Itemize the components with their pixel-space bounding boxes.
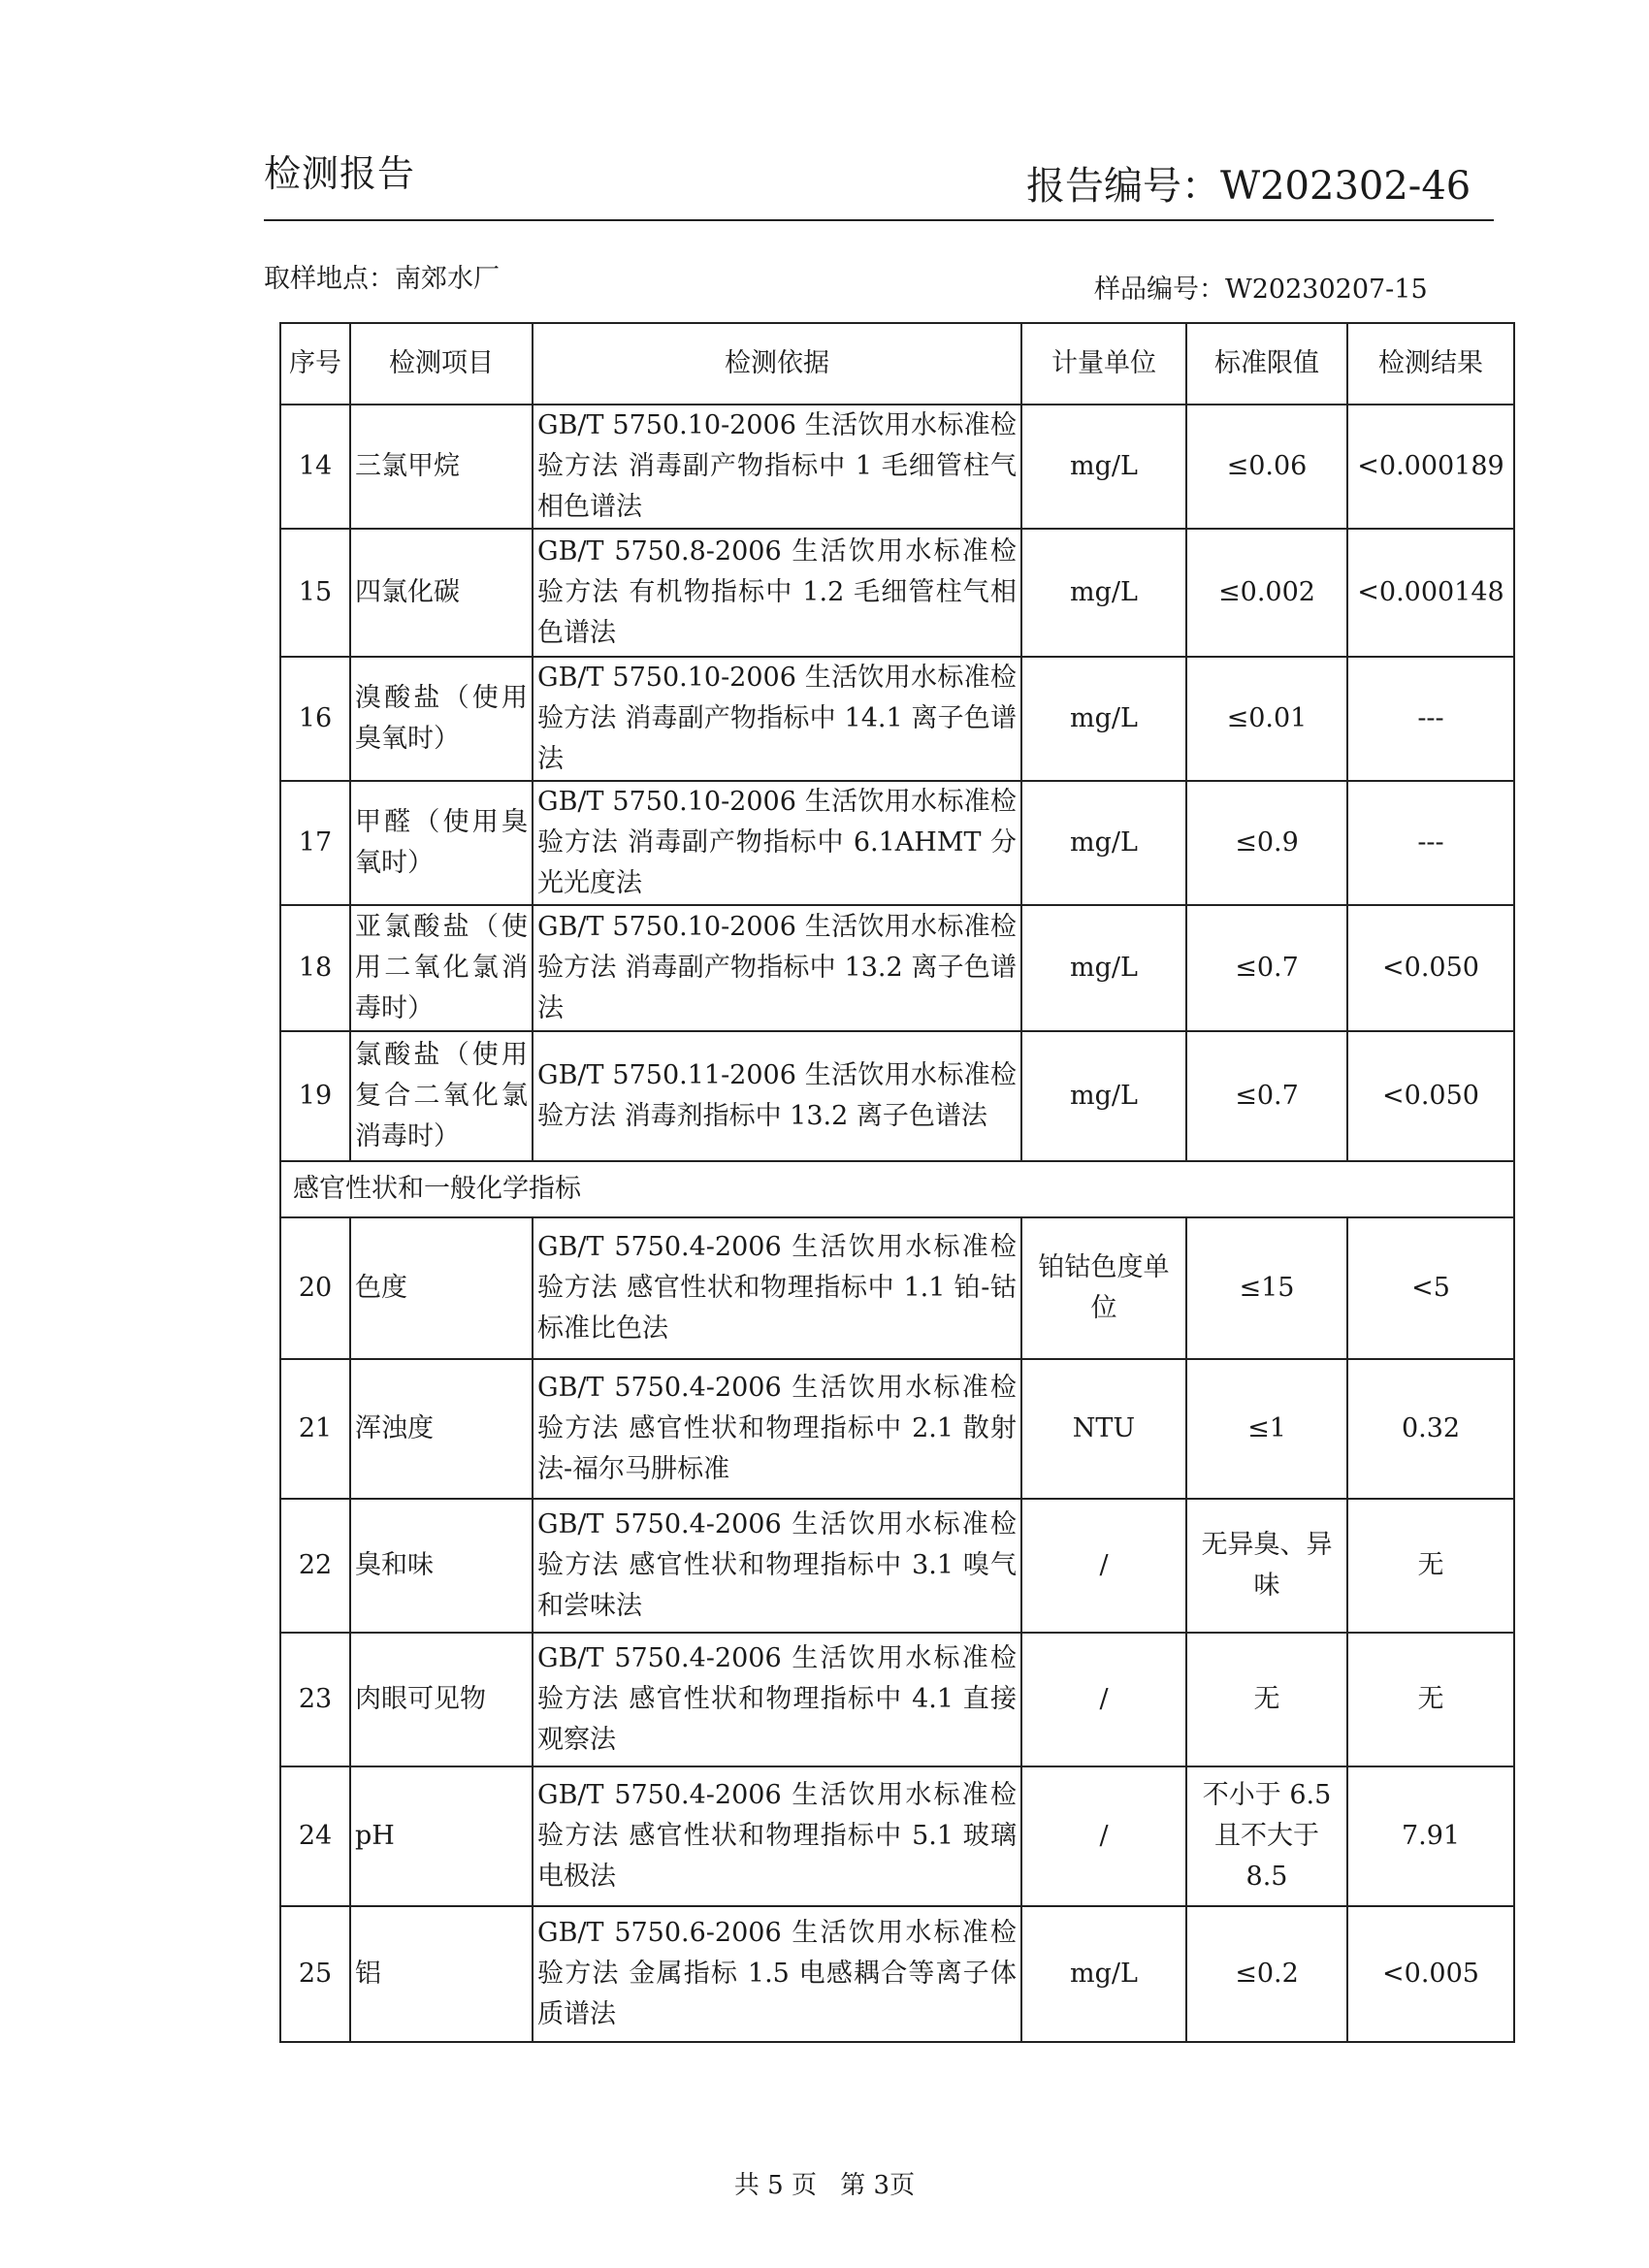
cell-unit: / [1021,1766,1186,1906]
cell-no: 20 [280,1217,350,1359]
table-row [280,1633,1514,1766]
report-title: 检测报告 [264,152,416,195]
cell-method: GB/T 5750.11-2006 生活饮用水标准检验方法 消毒剂指标中 13.2 离子色谱法 [533,1031,1021,1161]
cell-result: 0.32 [1347,1359,1514,1499]
header-divider [264,219,1494,221]
cell-method: GB/T 5750.4-2006 生活饮用水标准检验方法 感官性状和物理指标中 2.1 散射法-福尔马肼标准 [533,1359,1021,1499]
cell-result: <0.005 [1347,1906,1514,2042]
cell-no: 16 [280,657,350,781]
cell-unit: 铂钴色度单位 [1021,1217,1186,1359]
table-header-row [280,323,1514,405]
cell-unit: mg/L [1021,529,1186,657]
cell-no: 18 [280,905,350,1031]
cell-no: 14 [280,405,350,529]
column-header-unit: 计量单位 [1021,323,1186,405]
cell-limit: ≤0.7 [1186,1031,1347,1161]
cell-limit: 无异臭、异味 [1186,1499,1347,1633]
cell-no: 22 [280,1499,350,1633]
cell-no: 17 [280,781,350,905]
cell-item: 臭和味 [350,1499,533,1633]
cell-method: GB/T 5750.8-2006 生活饮用水标准检验方法 有机物指标中 1.2 毛细管柱气相色谱法 [533,529,1021,657]
cell-unit: mg/L [1021,405,1186,529]
total-pages: 共 5 页 [733,2171,817,2200]
table-row [280,1766,1514,1906]
table-row [280,1906,1514,2042]
table-row [280,905,1514,1031]
cell-method: GB/T 5750.4-2006 生活饮用水标准检验方法 感官性状和物理指标中 4.1 直接观察法 [533,1633,1021,1766]
cell-unit: mg/L [1021,1906,1186,2042]
column-header-limit: 标准限值 [1186,323,1347,405]
cell-result: --- [1347,781,1514,905]
cell-no: 21 [280,1359,350,1499]
cell-method: GB/T 5750.10-2006 生活饮用水标准检验方法 消毒副产物指标中 1 毛细管柱气相色谱法 [533,405,1021,529]
report-number: 报告编号：W202302-46 [1026,164,1471,209]
cell-item: 色度 [350,1217,533,1359]
cell-item: pH [350,1766,533,1906]
section-row [280,1161,1514,1217]
cell-result: 7.91 [1347,1766,1514,1906]
cell-no: 24 [280,1766,350,1906]
cell-result: --- [1347,657,1514,781]
cell-result: <5 [1347,1217,1514,1359]
cell-unit: mg/L [1021,781,1186,905]
cell-no: 19 [280,1031,350,1161]
cell-limit: 不小于 6.5 且不大于 8.5 [1186,1766,1347,1906]
cell-unit: mg/L [1021,905,1186,1031]
cell-no: 15 [280,529,350,657]
cell-unit: / [1021,1499,1186,1633]
cell-result: <0.050 [1347,905,1514,1031]
cell-unit: NTU [1021,1359,1186,1499]
table-row [280,405,1514,529]
cell-result: 无 [1347,1499,1514,1633]
column-header-result: 检测结果 [1347,323,1514,405]
cell-limit: ≤0.01 [1186,657,1347,781]
table-row [280,1499,1514,1633]
results-table [279,322,1515,2043]
cell-limit: ≤0.9 [1186,781,1347,905]
cell-item: 浑浊度 [350,1359,533,1499]
column-header-item: 检测项目 [350,323,533,405]
cell-item: 甲醛（使用臭氧时） [350,781,533,905]
section-label: 感官性状和一般化学指标 [280,1161,1514,1217]
cell-limit: ≤0.2 [1186,1906,1347,2042]
cell-result: 无 [1347,1633,1514,1766]
cell-item: 四氯化碳 [350,529,533,657]
column-header-method: 检测依据 [533,323,1021,405]
cell-method: GB/T 5750.10-2006 生活饮用水标准检验方法 消毒副产物指标中 6.1AHMT 分光光度法 [533,781,1021,905]
cell-unit: / [1021,1633,1186,1766]
sample-number: 样品编号：W20230207-15 [1094,275,1428,305]
column-header-no: 序号 [280,323,350,405]
table-row [280,781,1514,905]
table-row [280,1217,1514,1359]
table-row [280,1031,1514,1161]
cell-unit: mg/L [1021,1031,1186,1161]
cell-no: 25 [280,1906,350,2042]
cell-item: 铝 [350,1906,533,2042]
cell-method: GB/T 5750.4-2006 生活饮用水标准检验方法 感官性状和物理指标中 3.1 嗅气和尝味法 [533,1499,1021,1633]
current-page: 第 3页 [840,2171,916,2200]
cell-method: GB/T 5750.10-2006 生活饮用水标准检验方法 消毒副产物指标中 14.1 离子色谱法 [533,657,1021,781]
cell-limit: ≤0.7 [1186,905,1347,1031]
cell-limit: ≤15 [1186,1217,1347,1359]
cell-limit: ≤0.06 [1186,405,1347,529]
cell-limit: ≤1 [1186,1359,1347,1499]
cell-item: 溴酸盐（使用臭氧时） [350,657,533,781]
cell-item: 肉眼可见物 [350,1633,533,1766]
cell-method: GB/T 5750.4-2006 生活饮用水标准检验方法 感官性状和物理指标中 5.1 玻璃电极法 [533,1766,1021,1906]
cell-item: 亚氯酸盐（使用二氧化氯消毒时） [350,905,533,1031]
table-row [280,657,1514,781]
table-row [280,1359,1514,1499]
cell-result: <0.050 [1347,1031,1514,1161]
cell-no: 23 [280,1633,350,1766]
cell-limit: 无 [1186,1633,1347,1766]
cell-limit: ≤0.002 [1186,529,1347,657]
cell-item: 氯酸盐（使用复合二氧化氯消毒时） [350,1031,533,1161]
table-row [280,529,1514,657]
cell-method: GB/T 5750.6-2006 生活饮用水标准检验方法 金属指标 1.5 电感耦合等离子体质谱法 [533,1906,1021,2042]
cell-unit: mg/L [1021,657,1186,781]
cell-item: 三氯甲烷 [350,405,533,529]
cell-result: <0.000189 [1347,405,1514,529]
cell-method: GB/T 5750.10-2006 生活饮用水标准检验方法 消毒副产物指标中 13.2 离子色谱法 [533,905,1021,1031]
cell-result: <0.000148 [1347,529,1514,657]
sampling-location: 取样地点：南郊水厂 [264,264,500,294]
cell-method: GB/T 5750.4-2006 生活饮用水标准检验方法 感官性状和物理指标中 1.1 铂-钴标准比色法 [533,1217,1021,1359]
page-footer [0,2165,1649,2201]
